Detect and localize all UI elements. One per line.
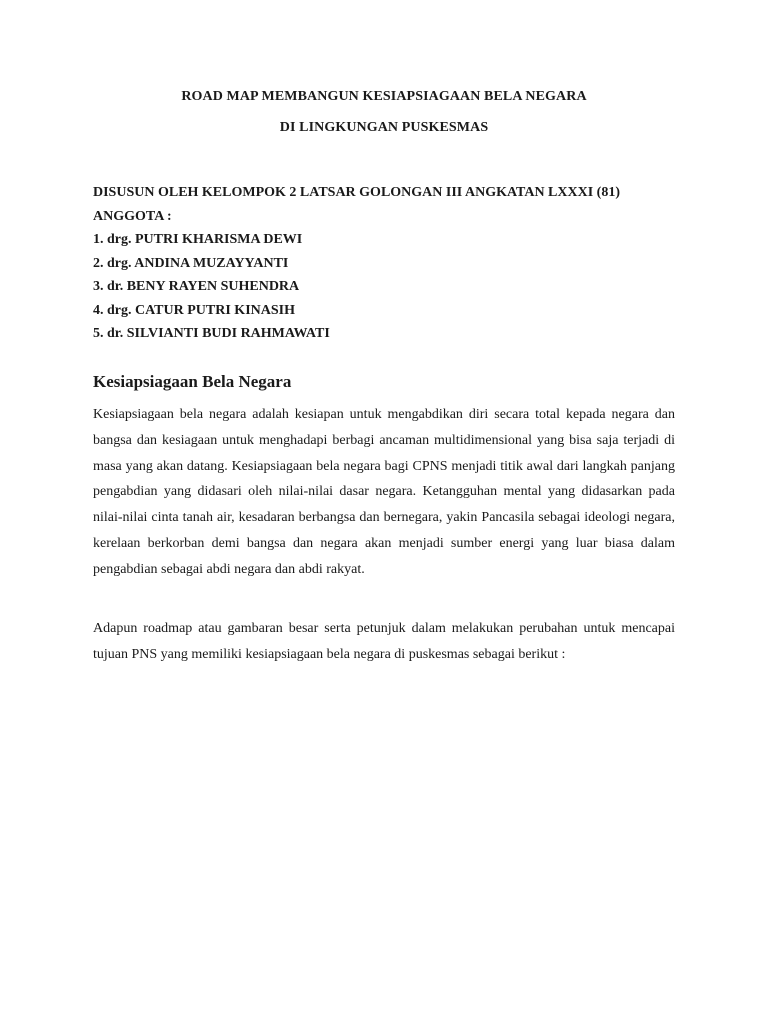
member-item: 5. dr. SILVIANTI BUDI RAHMAWATI [93,326,330,341]
authors-block [93,181,693,346]
members-label: ANGGOTA : [93,208,172,224]
document-title-line-1: ROAD MAP MEMBANGUN KESIAPSIAGAAN BELA NEGARA [181,89,587,104]
paragraph: Adapun roadmap atau gambaran besar serta petunjuk dalam melakukan perubahan untuk mencapai tujuan PNS yang memiliki kesiapsiagaan bela negara di puskesmas sebagai berikut : [93,621,675,662]
document-title-line-2: DI LINGKUNGAN PUSKESMAS [279,120,489,135]
member-item: 1. drg. PUTRI KHARISMA DEWI [93,232,303,247]
member-item: 2. drg. ANDINA MUZAYYANTI [93,255,289,271]
member-item: 3. dr. BENY RAYEN SUHENDRA [93,279,300,294]
paragraph: Kesiapsiagaan bela negara adalah kesiapan untuk mengabdikan diri secara total kepada negara dan bangsa dan kesiagaan untuk menghadapi berbagi ancaman multidimensional yang bisa saja terjadi di masa yang akan datang. Kesiapsiagaan bela negara bagi CPNS menjadi titik awal dari langkah panjang pengabdian yang didasari oleh nilai-nilai dasar negara. Ketangguhan mental yang didasarkan pada nilai-nilai cinta tanah air, kesadaran berbangsa dan bernegara, yakin Pancasila sebagai ideologi negara, kerelaan berkorban demi bangsa dan negara akan menjadi sumber energi yang luar biasa dalam pengabdian sebagai abdi negara dan abdi rakyat. [93,407,675,577]
prepared-by: DISUSUN OLEH KELOMPOK 2 LATSAR GOLONGAN III ANGKATAN LXXXI (81) [93,185,621,200]
member-item: 4. drg. CATUR PUTRI KINASIH [93,302,295,318]
section-heading: Kesiapsiagaan Bela Negara [93,372,292,391]
